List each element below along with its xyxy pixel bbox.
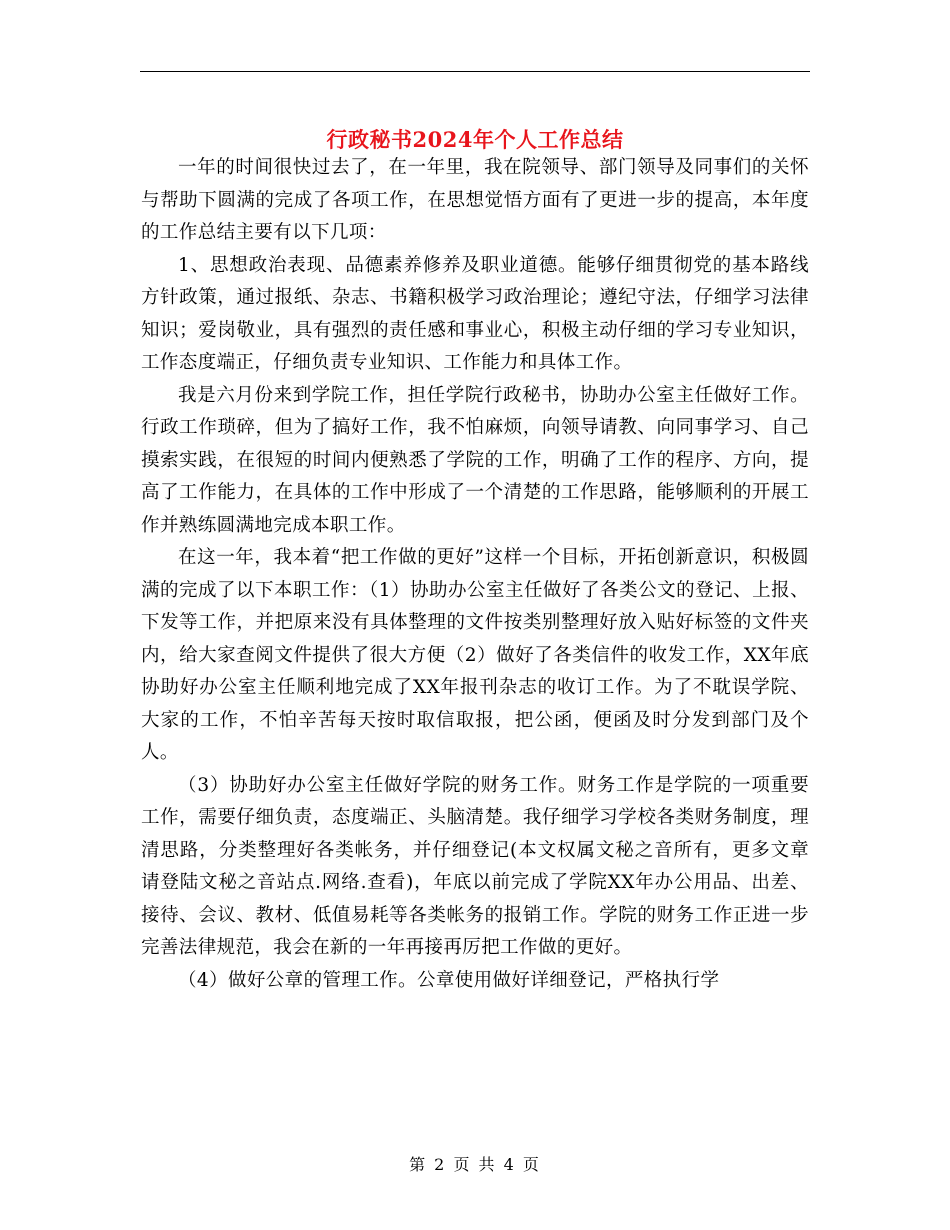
- page-number: 第 2 页 共 4 页: [409, 1155, 541, 1174]
- paragraph-intro: 一年的时间很快过去了，在一年里，我在院领导、部门领导及同事们的关怀与帮助下圆满的完成了各项工作，在思想觉悟方面有了更进一步的提高，本年度的工作总结主要有以下几项：: [141, 157, 809, 243]
- document-title: 行政秘书2024年个人工作总结: [326, 127, 624, 153]
- paragraph-finance: （3）协助好办公室主任做好学院的财务工作。财务工作是学院的一项重要工作，需要仔细负责，态度端正、头脑清楚。我仔细学习学校各类财务制度，理清思路，分类整理好各类帐务，并仔细登记(本文权属文秘之音所有，更多文章请登陆文秘之音站点.网络.查看)，年底以前完成了学院XX年办公用品、出差、接待、会议、教材、低值易耗等各类帐务的报销工作。学院的财务工作正进一步完善法律规范，我会在新的一年再接再厉把工作做的更好。: [141, 774, 809, 958]
- paragraph-duties: 在这一年，我本着“把工作做的更好”这样一个目标，开拓创新意识，积极圆满的完成了以下本职工作：（1）协助办公室主任做好了各类公文的登记、上报、下发等工作，并把原来没有具体整理的文件按类别整理好放入贴好标签的文件夹内，给大家查阅文件提供了很大方便（2）做好了各类信件的收发工作，XX年底协助好办公室主任顺利地完成了XX年报刊杂志的收订工作。为了不耽误学院、大家的工作，不怕辛苦每天按时取信取报，把公函，便函及时分发到部门及个人。: [141, 547, 809, 763]
- paragraph-political: 1、思想政治表现、品德素养修养及职业道德。能够仔细贯彻党的基本路线方针政策，通过报纸、杂志、书籍积极学习政治理论；遵纪守法，仔细学习法律知识；爱岗敬业，具有强烈的责任感和事业心，积极主动仔细的学习专业知识，工作态度端正，仔细负责专业知识、工作能力和具体工作。: [141, 254, 809, 373]
- document-body: [141, 152, 809, 997]
- header-rule: [140, 71, 810, 72]
- paragraph-role: 我是六月份来到学院工作，担任学院行政秘书，协助办公室主任做好工作。行政工作琐碎，但为了搞好工作，我不怕麻烦，向领导请教、向同事学习、自己摸索实践，在很短的时间内便熟悉了学院的工作，明确了工作的程序、方向，提高了工作能力，在具体的工作中形成了一个清楚的工作思路，能够顺利的开展工作并熟练圆满地完成本职工作。: [141, 384, 809, 536]
- paragraph-seal: （4）做好公章的管理工作。公章使用做好详细登记，严格执行学: [178, 969, 720, 991]
